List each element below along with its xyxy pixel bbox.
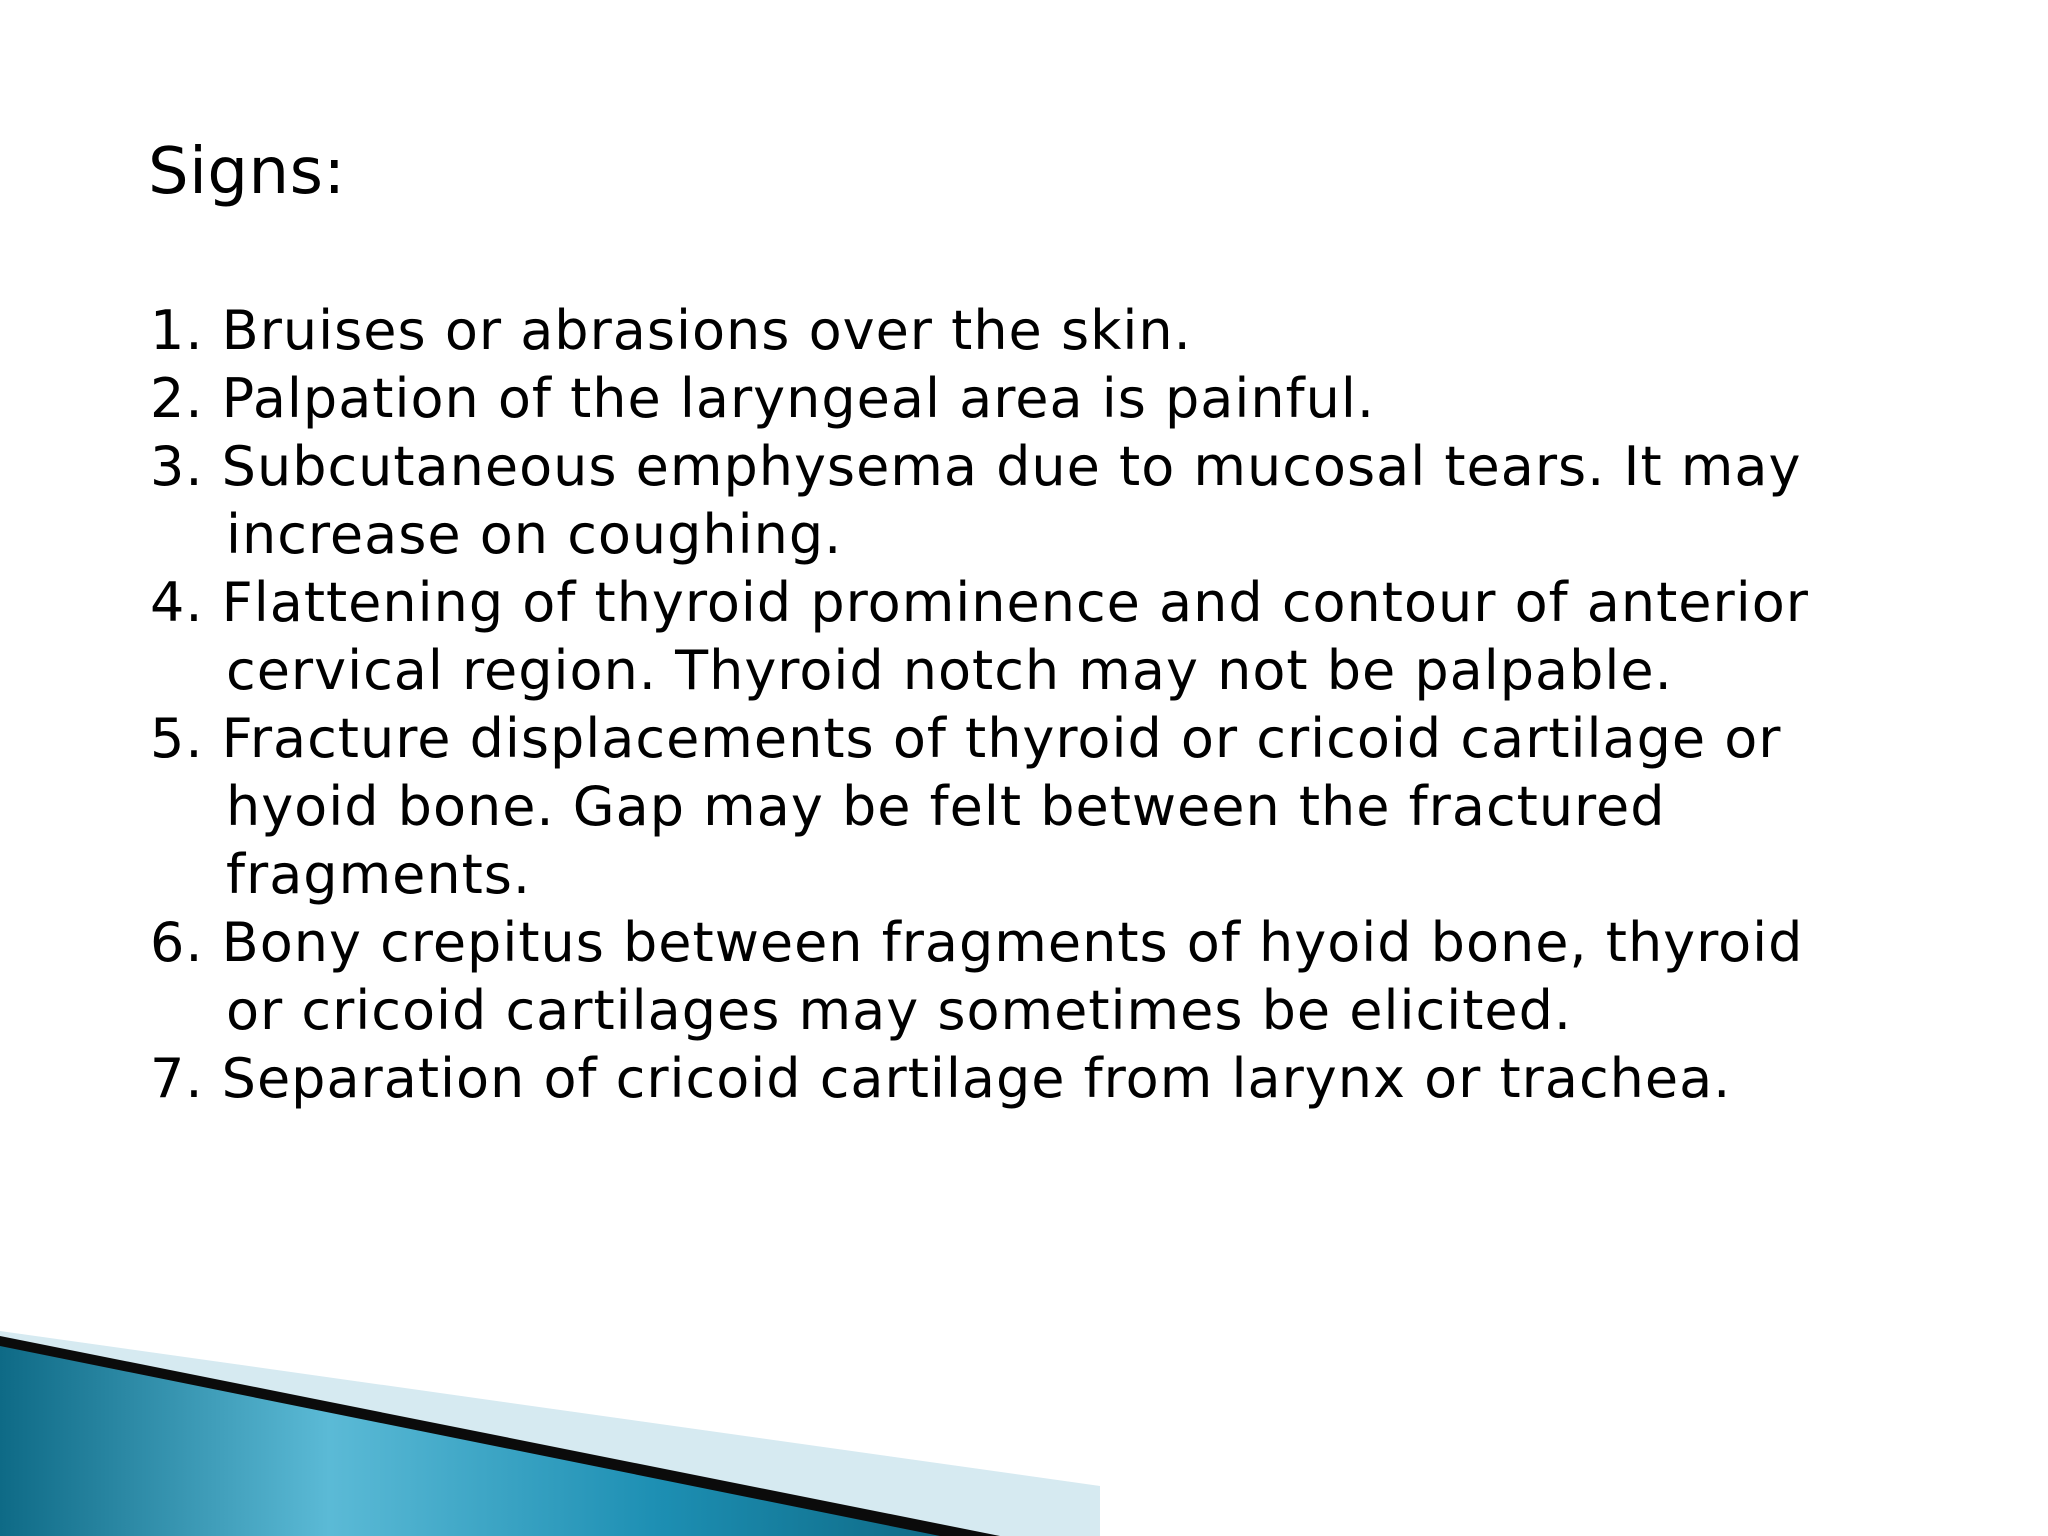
list-item — [150, 365, 1910, 433]
list-item-line: 4. Flattening of thyroid prominence and contour of anterior — [150, 571, 1809, 634]
list-item-line: 3. Subcutaneous emphysema due to mucosal tears. It may — [150, 435, 1802, 498]
list-item-continuation: cervical region. Thyroid notch may not be palpable. — [226, 639, 1673, 702]
list-item-line: 5. Fracture displacements of thyroid or cricoid cartilage or — [150, 707, 1782, 770]
corner-blue-wedge — [0, 1346, 940, 1536]
list-item-line: 1. Bruises or abrasions over the skin. — [150, 299, 1192, 362]
list-item-line: 2. Palpation of the laryngeal area is painful. — [150, 367, 1376, 430]
list-item-continuation: or cricoid cartilages may sometimes be elicited. — [226, 979, 1573, 1042]
list-item-continuation: fragments. — [226, 843, 532, 906]
list-item-line: 7. Separation of cricoid cartilage from larynx or trachea. — [150, 1047, 1732, 1110]
list-item — [150, 297, 1910, 365]
list-item — [150, 705, 1910, 909]
list-item-line: 6. Bony crepitus between fragments of hyoid bone, thyroid — [150, 911, 1804, 974]
list-item-continuation: hyoid bone. Gap may be felt between the fractured — [226, 775, 1666, 838]
slide-title: Signs: — [148, 135, 346, 209]
corner-decoration — [0, 1286, 1100, 1536]
signs-list — [150, 297, 1910, 1113]
list-item — [150, 909, 1910, 1045]
list-item — [150, 1045, 1910, 1113]
list-item-continuation: increase on coughing. — [226, 503, 843, 566]
list-item — [150, 433, 1910, 569]
list-item — [150, 569, 1910, 705]
